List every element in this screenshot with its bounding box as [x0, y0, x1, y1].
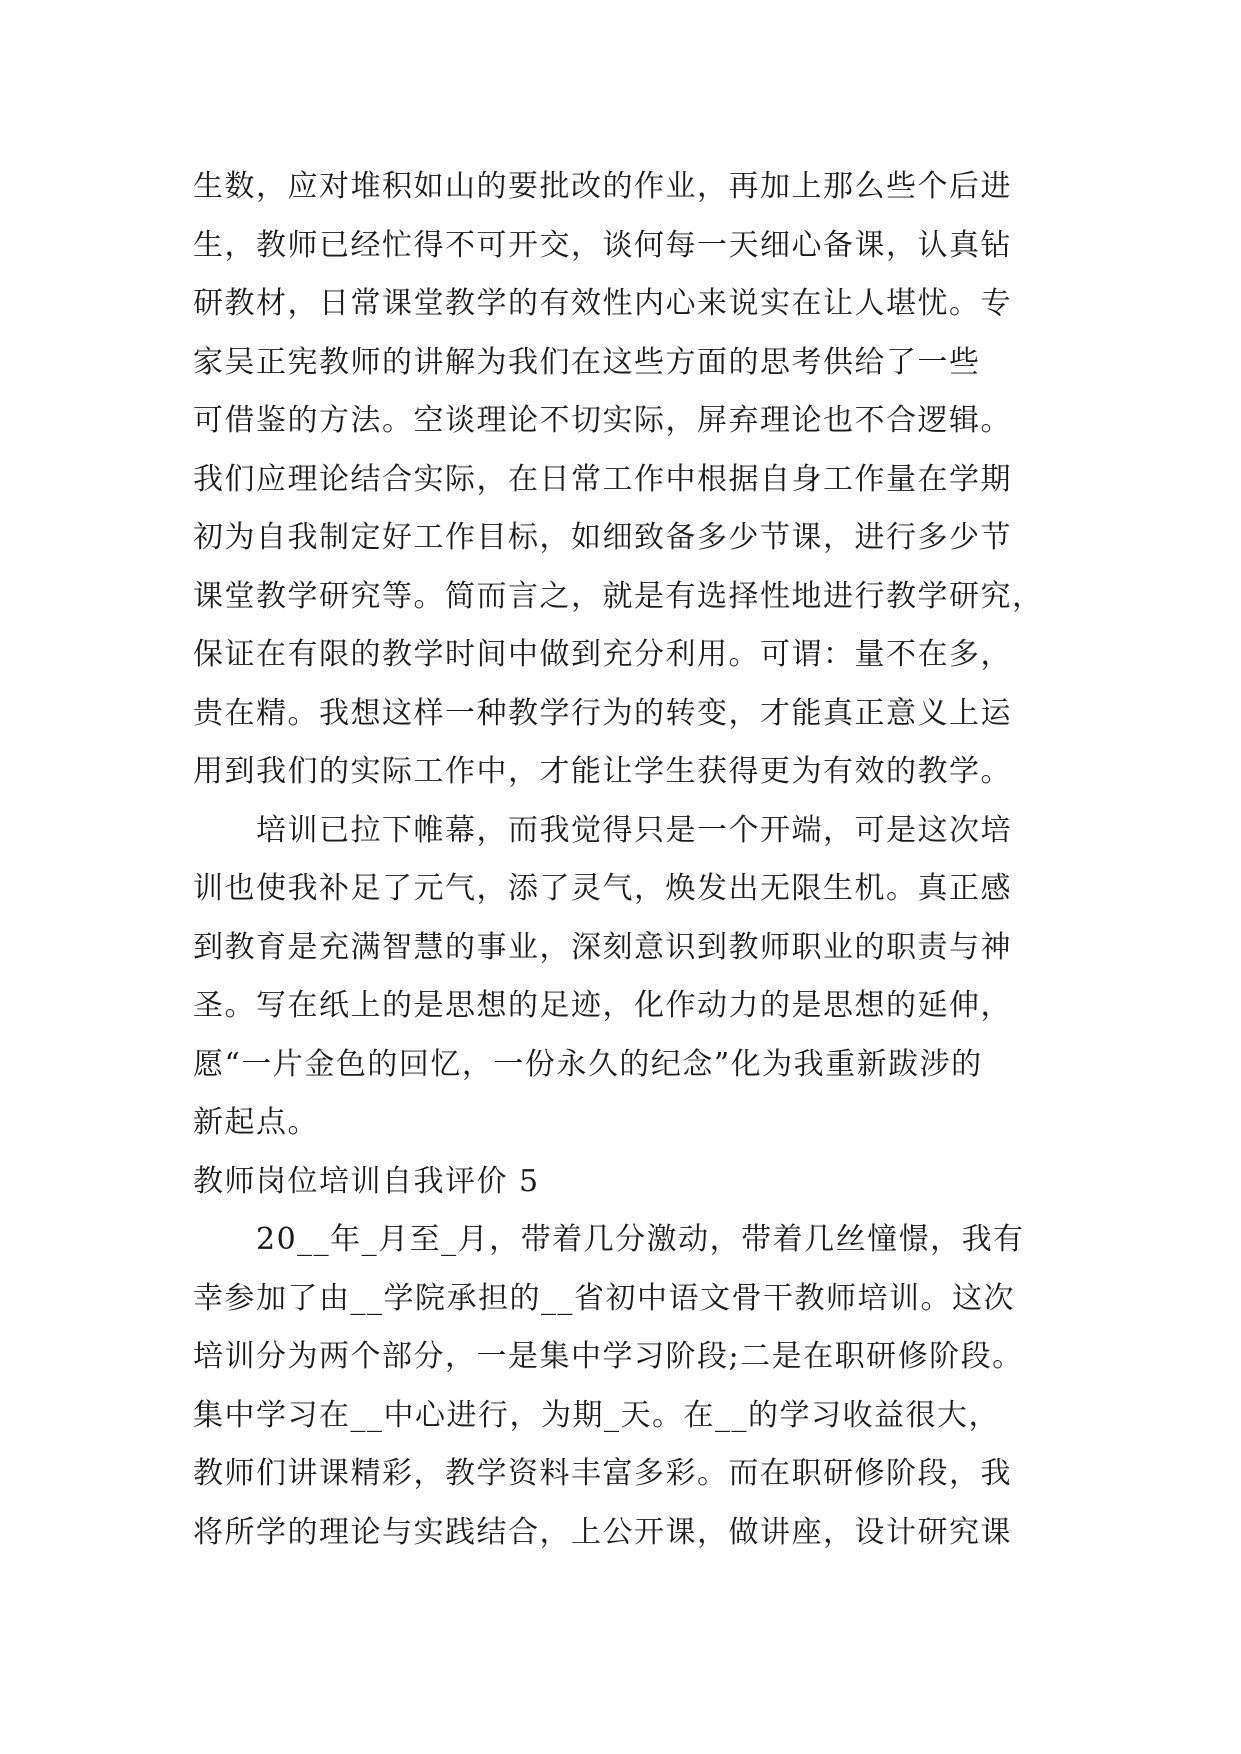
text-line: 20__年_月至_月，带着几分激动，带着几丝憧憬，我有 — [193, 1222, 1025, 1257]
text-line: 培训已拉下帷幕，而我觉得只是一个开端，可是这次培 — [193, 812, 1012, 848]
text-line: 生数，应对堆积如山的要批改的作业，再加上那么些个后进 — [193, 169, 1012, 204]
text-line: 家吴正宪教师的讲解为我们在这些方面的思考供给了一些 — [193, 344, 981, 380]
text-line: 新起点。 — [193, 1105, 319, 1140]
text-line: 教师们讲课精彩，教学资料丰富多彩。而在职研修阶段，我 — [193, 1456, 1012, 1491]
text-line: 训也使我补足了元气，添了灵气，焕发出无限生机。真正感 — [193, 871, 1012, 906]
text-line: 我们应理论结合实际，在日常工作中根据自身工作量在学期 — [193, 461, 1012, 497]
text-line: 愿“一片金色的回忆，一份永久的纪念”化为我重新跋涉的 — [193, 1046, 983, 1082]
text-line: 可借鉴的方法。空谈理论不切实际，屏弃理论也不合逻辑。 — [193, 403, 1012, 438]
text-line: 圣。写在纸上的是思想的足迹，化作动力的是思想的延伸， — [193, 988, 1012, 1023]
text-line: 初为自我制定好工作目标，如细致备多少节课，进行多少节 — [193, 520, 1012, 555]
text-line: 培训分为两个部分，一是集中学习阶段;二是在职研修阶段。 — [193, 1339, 1024, 1374]
text-line: 将所学的理论与实践结合，上公开课，做讲座，设计研究课 — [193, 1514, 1012, 1550]
text-line: 研教材，日常课堂教学的有效性内心来说实在让人堪忧。专 — [193, 286, 1012, 321]
text-line: 课堂教学研究等。简而言之，就是有选择性地进行教学研究， — [193, 578, 1044, 614]
section-heading: 教师岗位培训自我评价 5 — [193, 1163, 540, 1199]
text-line: 到教育是充满智慧的事业，深刻意识到教师职业的职责与神 — [193, 929, 1012, 965]
text-line: 幸参加了由__学院承担的__省初中语文骨干教师培训。这次 — [193, 1280, 1015, 1316]
body-text — [193, 158, 1073, 1562]
text-line: 生，教师已经忙得不可开交，谈何每一天细心备课，认真钻 — [193, 227, 1012, 263]
text-line: 用到我们的实际工作中，才能让学生获得更为有效的教学。 — [193, 754, 1012, 789]
text-line: 保证在有限的教学时间中做到充分利用。可谓：量不在多， — [193, 637, 1012, 672]
text-line: 贵在精。我想这样一种教学行为的转变，才能真正意义上运 — [193, 695, 1012, 731]
text-line: 集中学习在__中心进行，为期_天。在__的学习收益很大， — [193, 1397, 1000, 1433]
